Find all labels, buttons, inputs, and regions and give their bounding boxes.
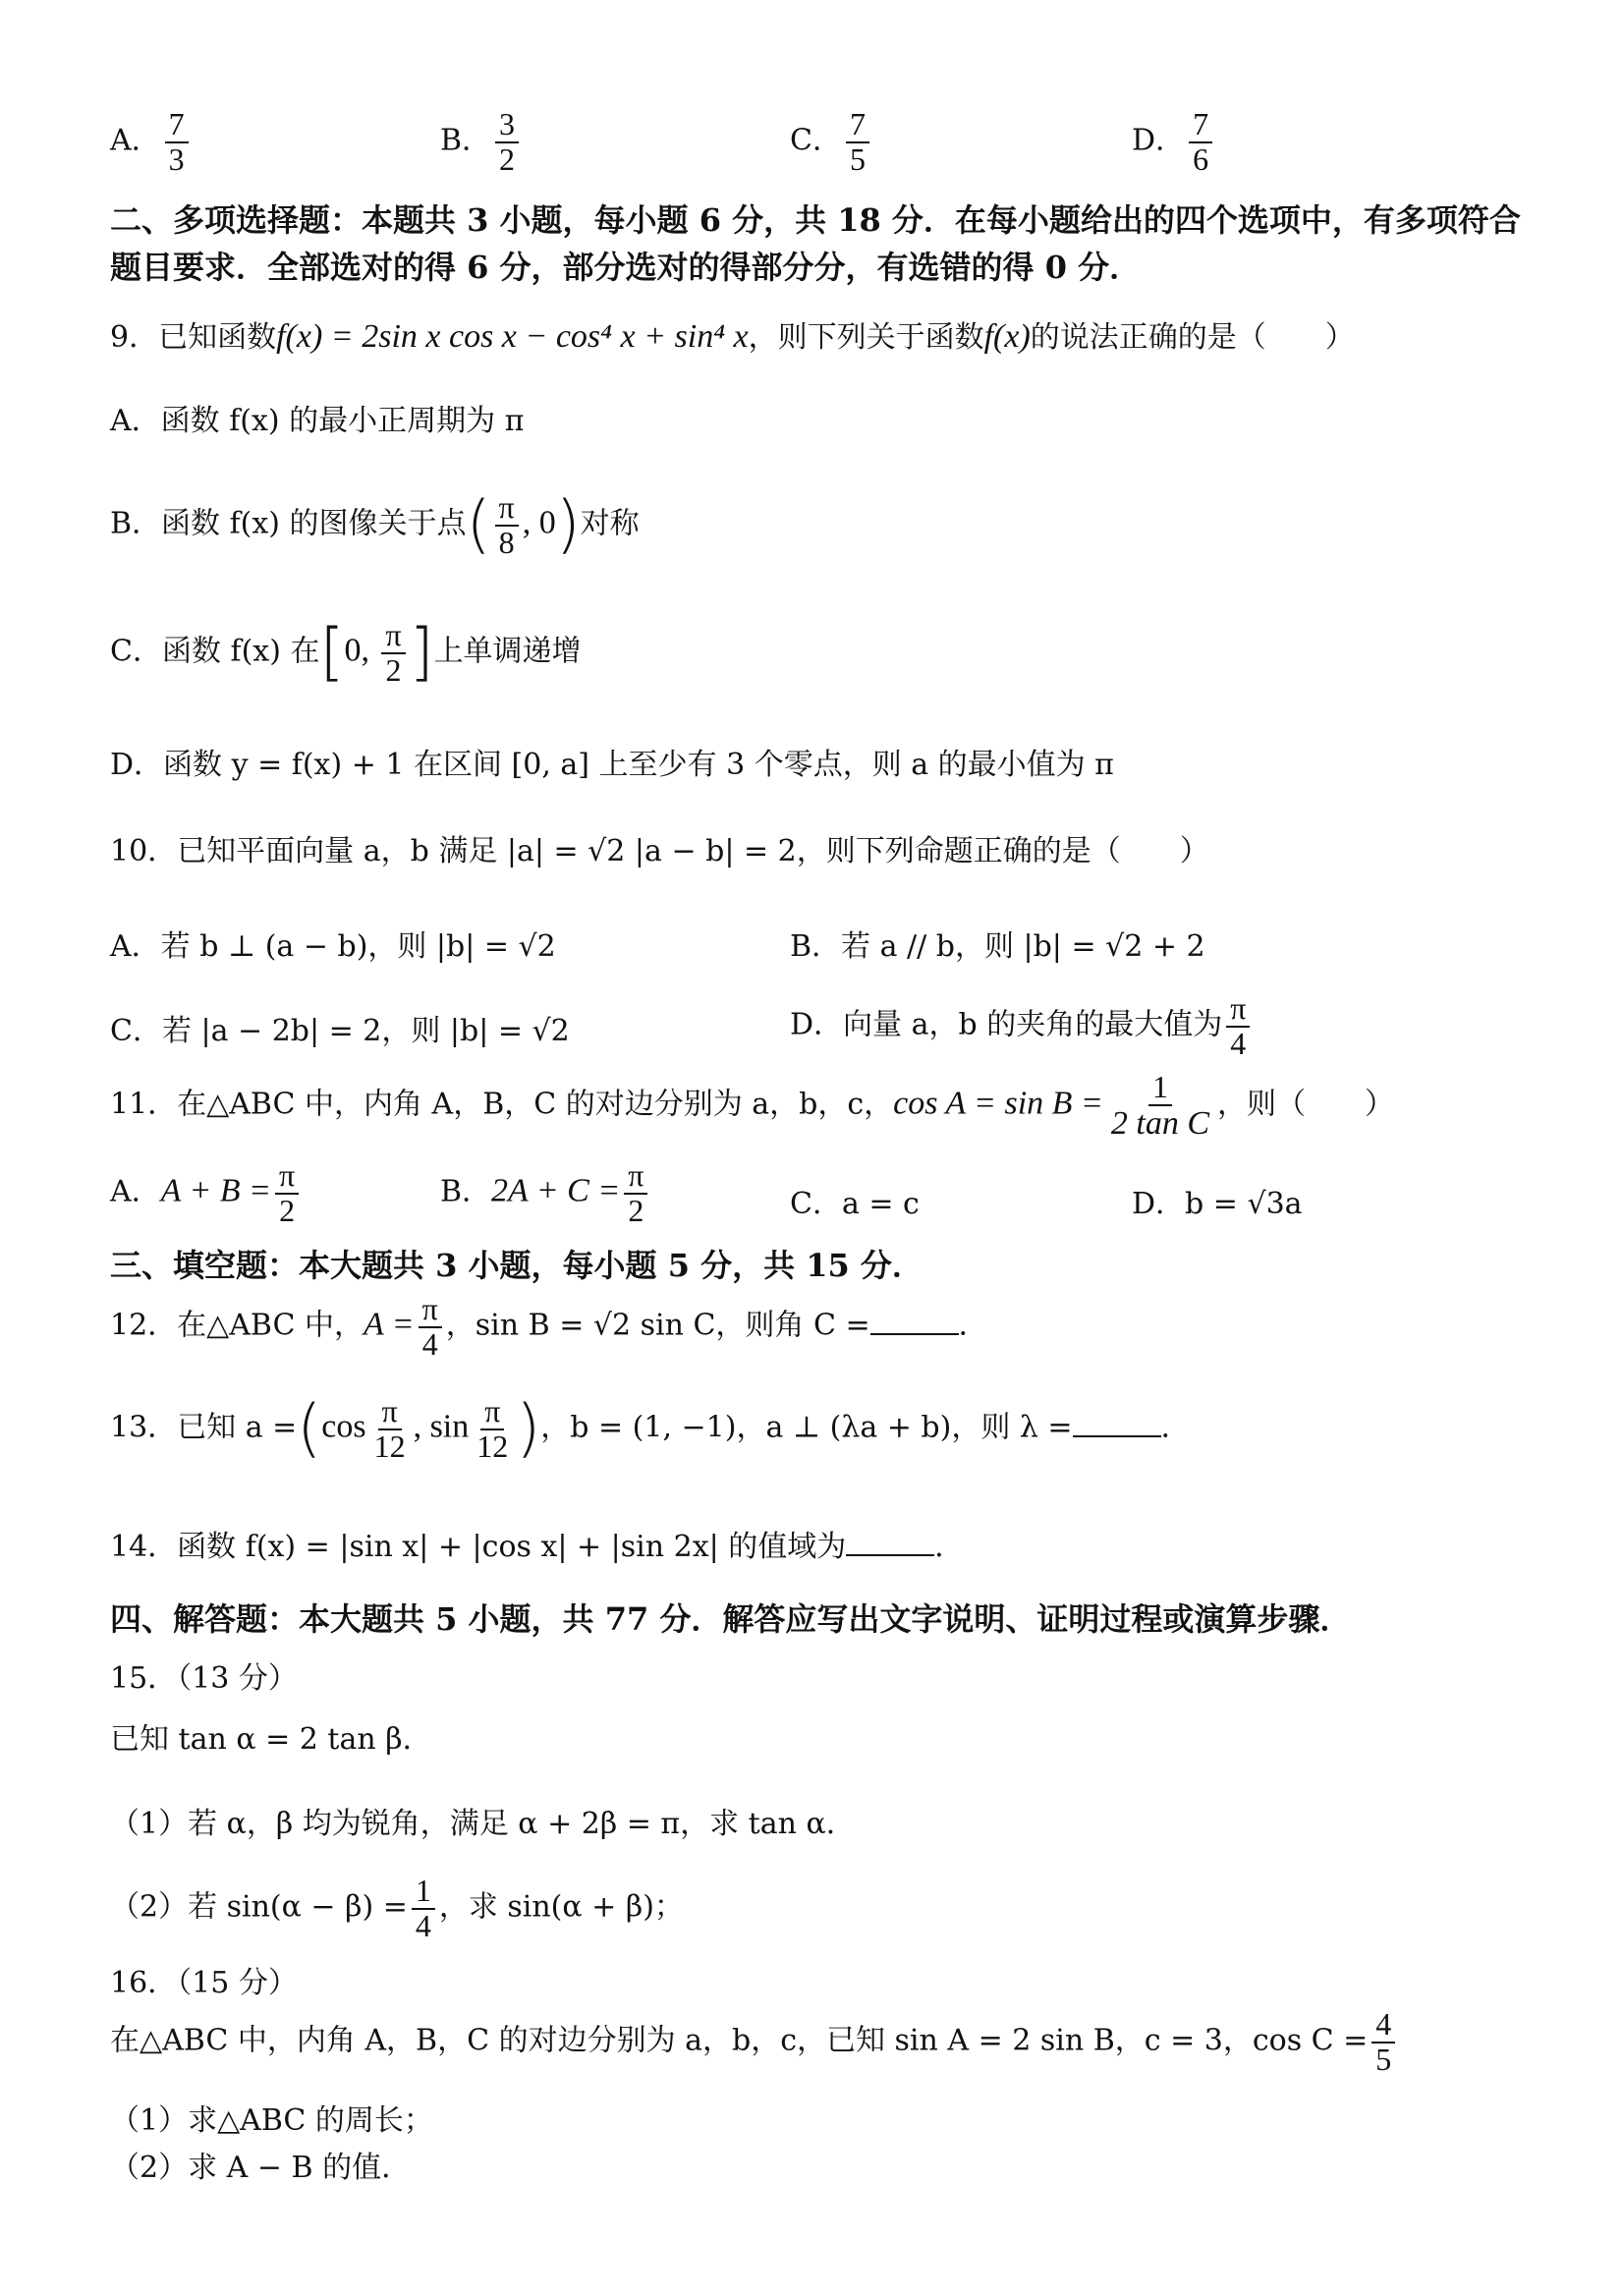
q10-option-a: A．若 b ⊥ (a − b)，则 |b| = √2 — [110, 929, 556, 964]
q8-option-c: C． $\frac{7}{5}$ — [790, 108, 873, 176]
q14-answer-blank[interactable] — [846, 1554, 934, 1556]
q9-option-b: B．函数 f(x) 的图像关于点( $\frac{\pi}{8}$ , 0)对称 — [110, 488, 640, 562]
q15-part-1: （1）若 α，β 均为锐角，满足 α + 2β = π，求 tan α． — [110, 1807, 856, 1841]
q11-option-c: C．a = c — [790, 1187, 920, 1221]
q11-option-b: B．2A + C = $\frac{\pi}{2}$ — [440, 1159, 651, 1227]
q9-option-d: D．函数 y = f(x) + 1 在区间 [0, a] 上至少有 3 个零点，则 a 的最小值为 π — [110, 748, 1114, 782]
q9-stem: 9．已知函数f(x) = 2sin x cos x − cos⁴ x + sin⁴ x，则下列关于函数f(x)的说法正确的是（ ） — [110, 318, 1355, 355]
q16-part-2: （2）求 A − B 的值． — [110, 2151, 412, 2185]
q16-part-1: （1）求△ABC 的周长； — [110, 2103, 433, 2138]
q13-answer-blank[interactable] — [1073, 1435, 1161, 1437]
q11-option-a: A．A + B = $\frac{\pi}{2}$ — [110, 1159, 303, 1227]
q10-option-b: B．若 a // b，则 |b| = √2 + 2 — [790, 929, 1205, 964]
q9-option-a: A．函数 f(x) 的最小正周期为 π — [110, 404, 525, 438]
section-4-heading: 四、解答题：本大题共 5 小题，共 77 分．解答应写出文字说明、证明过程或演算步骤． — [110, 1600, 1352, 1638]
section-2-heading: 二、多项选择题：本题共 3 小题，每小题 6 分，共 18 分．在每小题给出的四个选项中，有多项符合题目要求．全部选对的得 6 分，部分选对的得部分分，有选错的得 0 分． — [110, 201, 1521, 286]
q8-option-a: A． $\frac{7}{3}$ — [110, 108, 193, 176]
q12: 12．在△ABC 中，A = $\frac{\pi}{4}$ ，sin B = √2 sin C，则角 C = ． — [110, 1291, 988, 1362]
q9-option-c: C．函数 f(x) 在[0, $\frac{\pi}{2}$ ]上单调递增 — [110, 616, 582, 690]
q16-given: 在△ABC 中，内角 A，B，C 的对边分别为 a，b，c，已知 sin A = 2 sin B，c = 3，cos C = $\frac{4}{5}$ — [110, 2008, 1529, 2076]
q15-header: 15．（13 分） — [110, 1661, 298, 1696]
q14: 14．函数 f(x) = |sin x| + |cos x| + |sin 2x| 的值域为 ． — [110, 1530, 965, 1564]
q10-option-c: C．若 |a − 2b| = 2，则 |b| = √2 — [110, 1014, 570, 1048]
q15-part-2: （2）若 sin(α − β) = $\frac{1}{4}$ ，求 sin(α + β)； — [110, 1873, 684, 1943]
q10-option-d: D．向量 a，b 的夹角的最大值为 $\frac{\pi}{4}$ — [790, 992, 1254, 1060]
q8-option-d: D． $\frac{7}{6}$ — [1132, 108, 1216, 176]
q13: 13．已知 a =(cos $\frac{\pi}{12}$ , sin $\frac{\pi}{12}$ )，b = (1, −1)，a ⊥ (λa + b)，则 λ = ． — [110, 1392, 1191, 1466]
q10-stem: 10．已知平面向量 a，b 满足 |a| = √2 |a − b| = 2，则下列命题正确的是（ ） — [110, 834, 1209, 868]
q15-given: 已知 tan α = 2 tan β． — [110, 1722, 432, 1757]
q16-header: 16．（15 分） — [110, 1966, 298, 2000]
q12-answer-blank[interactable] — [870, 1333, 959, 1335]
q11-stem: 11．在△ABC 中，内角 A，B，C 的对边分别为 a，b，c，cos A = sin B = $\frac{1}{\text{2 tan C}}$ ，则（ ） — [110, 1069, 1394, 1142]
section-3-heading: 三、填空题：本大题共 3 小题，每小题 5 分，共 15 分． — [110, 1247, 923, 1284]
q11-option-d: D．b = √3a — [1132, 1187, 1303, 1221]
q8-option-b: B． $\frac{3}{2}$ — [440, 108, 523, 176]
